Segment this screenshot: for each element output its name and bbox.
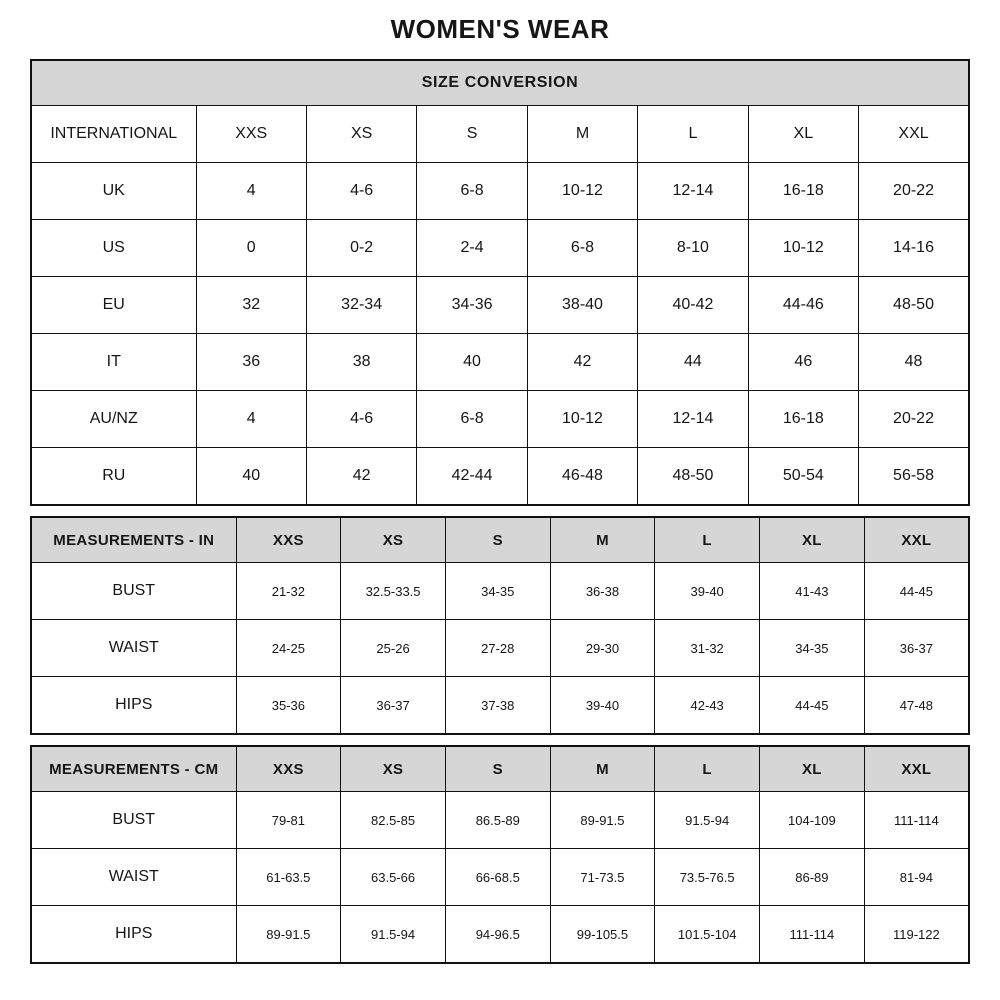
value-cell: 32 <box>196 277 306 334</box>
value-cell: 42 <box>306 448 416 506</box>
value-cell: 21-32 <box>236 563 341 620</box>
size-header-cell: XS <box>341 517 446 563</box>
value-cell: 34-35 <box>445 563 550 620</box>
size-header-cell: XXL <box>859 106 969 163</box>
value-cell: 12-14 <box>638 391 748 448</box>
row-label: RU <box>31 448 196 506</box>
measurements-in-table <box>30 516 970 735</box>
table-row <box>31 620 969 677</box>
value-cell: 41-43 <box>760 563 865 620</box>
value-cell: 6-8 <box>527 220 637 277</box>
value-cell: 32.5-33.5 <box>341 563 446 620</box>
size-header-cell: XXS <box>236 746 341 792</box>
value-cell: 6-8 <box>417 391 527 448</box>
size-header-cell: XXL <box>864 517 969 563</box>
size-header-cell: M <box>527 106 637 163</box>
table-row <box>31 220 969 277</box>
value-cell: 34-35 <box>760 620 865 677</box>
value-cell: 10-12 <box>527 391 637 448</box>
table-row <box>31 448 969 506</box>
value-cell: 81-94 <box>864 849 969 906</box>
value-cell: 4 <box>196 391 306 448</box>
row-label: HIPS <box>31 677 236 735</box>
value-cell: 66-68.5 <box>445 849 550 906</box>
row-label: BUST <box>31 563 236 620</box>
row-label: WAIST <box>31 849 236 906</box>
value-cell: 111-114 <box>760 906 865 964</box>
value-cell: 38 <box>306 334 416 391</box>
table-row <box>31 906 969 964</box>
measurements-in-title: MEASUREMENTS - IN <box>31 517 236 563</box>
size-header-cell: XS <box>306 106 416 163</box>
value-cell: 48-50 <box>638 448 748 506</box>
value-cell: 6-8 <box>417 163 527 220</box>
size-header-cell: S <box>445 746 550 792</box>
value-cell: 44-46 <box>748 277 858 334</box>
table-row <box>31 163 969 220</box>
row-label: AU/NZ <box>31 391 196 448</box>
value-cell: 8-10 <box>638 220 748 277</box>
size-header-cell: XL <box>760 517 865 563</box>
value-cell: 44-45 <box>760 677 865 735</box>
value-cell: 99-105.5 <box>550 906 655 964</box>
value-cell: 16-18 <box>748 391 858 448</box>
value-cell: 39-40 <box>655 563 760 620</box>
size-header-cell: S <box>417 106 527 163</box>
size-header-cell: S <box>445 517 550 563</box>
value-cell: 4-6 <box>306 163 416 220</box>
value-cell: 111-114 <box>864 792 969 849</box>
value-cell: 50-54 <box>748 448 858 506</box>
value-cell: 61-63.5 <box>236 849 341 906</box>
table-row <box>31 849 969 906</box>
value-cell: 37-38 <box>445 677 550 735</box>
size-header-cell: L <box>655 746 760 792</box>
value-cell: 63.5-66 <box>341 849 446 906</box>
value-cell: 16-18 <box>748 163 858 220</box>
value-cell: 4 <box>196 163 306 220</box>
row-label: WAIST <box>31 620 236 677</box>
size-header-cell: M <box>550 746 655 792</box>
value-cell: 104-109 <box>760 792 865 849</box>
value-cell: 10-12 <box>527 163 637 220</box>
value-cell: 35-36 <box>236 677 341 735</box>
value-cell: 14-16 <box>859 220 969 277</box>
value-cell: 12-14 <box>638 163 748 220</box>
table-row <box>31 792 969 849</box>
value-cell: 82.5-85 <box>341 792 446 849</box>
value-cell: 44 <box>638 334 748 391</box>
measurements-in-header-row <box>31 517 969 563</box>
value-cell: 79-81 <box>236 792 341 849</box>
size-conversion-body <box>31 163 969 506</box>
measurements-cm-title: MEASUREMENTS - CM <box>31 746 236 792</box>
value-cell: 44-45 <box>864 563 969 620</box>
value-cell: 36-37 <box>864 620 969 677</box>
value-cell: 42-44 <box>417 448 527 506</box>
value-cell: 89-91.5 <box>550 792 655 849</box>
value-cell: 86.5-89 <box>445 792 550 849</box>
measurements-in-head <box>31 517 969 563</box>
measurements-cm-head <box>31 746 969 792</box>
value-cell: 34-36 <box>417 277 527 334</box>
size-conversion-table <box>30 59 970 506</box>
value-cell: 32-34 <box>306 277 416 334</box>
value-cell: 119-122 <box>864 906 969 964</box>
value-cell: 4-6 <box>306 391 416 448</box>
table-row <box>31 391 969 448</box>
measurements-cm-body <box>31 792 969 964</box>
value-cell: 42 <box>527 334 637 391</box>
value-cell: 24-25 <box>236 620 341 677</box>
value-cell: 56-58 <box>859 448 969 506</box>
size-header-cell: L <box>655 517 760 563</box>
value-cell: 40-42 <box>638 277 748 334</box>
value-cell: 73.5-76.5 <box>655 849 760 906</box>
size-header-cell: L <box>638 106 748 163</box>
value-cell: 0-2 <box>306 220 416 277</box>
value-cell: 31-32 <box>655 620 760 677</box>
value-cell: 48-50 <box>859 277 969 334</box>
value-cell: 36-38 <box>550 563 655 620</box>
value-cell: 40 <box>196 448 306 506</box>
size-conversion-header-row <box>31 106 969 163</box>
size-header-cell: XL <box>748 106 858 163</box>
size-conversion-banner-row <box>31 60 969 106</box>
row-label: UK <box>31 163 196 220</box>
value-cell: 94-96.5 <box>445 906 550 964</box>
table-row <box>31 277 969 334</box>
size-header-cell: XXL <box>864 746 969 792</box>
size-chart-page <box>30 0 970 964</box>
size-header-cell: INTERNATIONAL <box>31 106 196 163</box>
size-conversion-title: SIZE CONVERSION <box>31 60 969 106</box>
value-cell: 29-30 <box>550 620 655 677</box>
value-cell: 38-40 <box>527 277 637 334</box>
value-cell: 20-22 <box>859 391 969 448</box>
value-cell: 48 <box>859 334 969 391</box>
value-cell: 91.5-94 <box>655 792 760 849</box>
value-cell: 71-73.5 <box>550 849 655 906</box>
value-cell: 40 <box>417 334 527 391</box>
value-cell: 39-40 <box>550 677 655 735</box>
row-label: IT <box>31 334 196 391</box>
value-cell: 46-48 <box>527 448 637 506</box>
value-cell: 25-26 <box>341 620 446 677</box>
measurements-in-body <box>31 563 969 735</box>
row-label: US <box>31 220 196 277</box>
value-cell: 101.5-104 <box>655 906 760 964</box>
value-cell: 10-12 <box>748 220 858 277</box>
value-cell: 42-43 <box>655 677 760 735</box>
size-header-cell: XXS <box>236 517 341 563</box>
value-cell: 27-28 <box>445 620 550 677</box>
row-label: BUST <box>31 792 236 849</box>
size-header-cell: XL <box>760 746 865 792</box>
value-cell: 89-91.5 <box>236 906 341 964</box>
table-row <box>31 334 969 391</box>
measurements-cm-table <box>30 745 970 964</box>
size-header-cell: M <box>550 517 655 563</box>
page-title: WOMEN'S WEAR <box>390 14 610 44</box>
value-cell: 2-4 <box>417 220 527 277</box>
value-cell: 20-22 <box>859 163 969 220</box>
row-label: HIPS <box>31 906 236 964</box>
value-cell: 46 <box>748 334 858 391</box>
measurements-cm-header-row <box>31 746 969 792</box>
value-cell: 91.5-94 <box>341 906 446 964</box>
value-cell: 36 <box>196 334 306 391</box>
value-cell: 36-37 <box>341 677 446 735</box>
size-header-cell: XXS <box>196 106 306 163</box>
table-row <box>31 563 969 620</box>
value-cell: 86-89 <box>760 849 865 906</box>
value-cell: 0 <box>196 220 306 277</box>
size-conversion-head <box>31 60 969 163</box>
size-header-cell: XS <box>341 746 446 792</box>
value-cell: 47-48 <box>864 677 969 735</box>
row-label: EU <box>31 277 196 334</box>
table-row <box>31 677 969 735</box>
